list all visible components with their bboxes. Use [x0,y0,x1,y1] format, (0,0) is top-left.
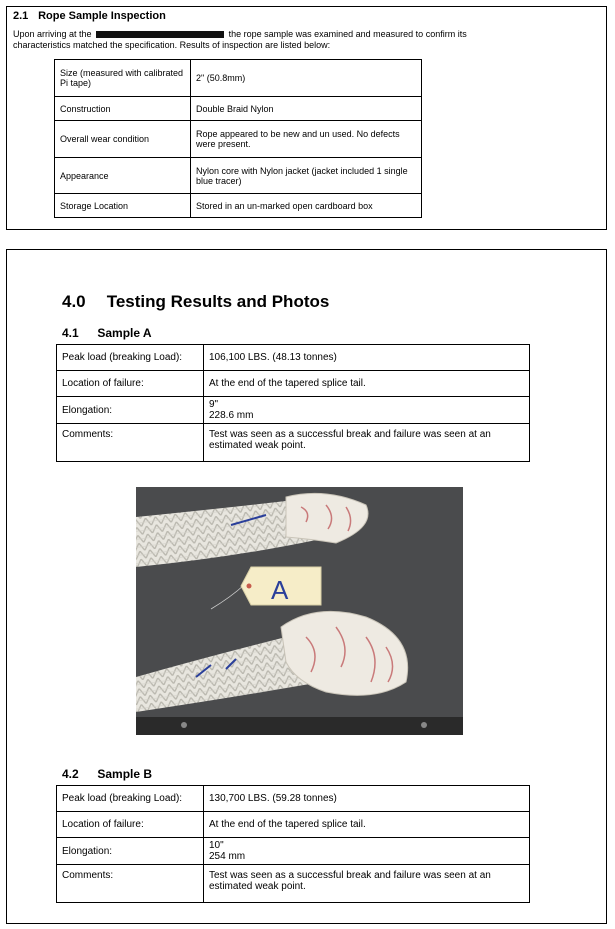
row-label: Comments: [57,424,204,462]
table-row [57,812,530,838]
subsection-title: Sample B [97,767,153,781]
document-page-1 [6,6,607,230]
elongation-mm: 254 mm [209,851,246,862]
table-row [55,121,422,158]
table-row [57,345,530,371]
table-row [55,158,422,194]
row-label: Storage Location [55,194,191,218]
row-value [204,838,530,865]
row-value: Test was seen as a successful break and failure was seen at an estimated weak point. [204,424,530,462]
row-value: At the end of the tapered splice tail. [204,371,530,397]
table-row [57,424,530,462]
row-label: Elongation: [57,838,204,865]
row-value: Test was seen as a successful break and failure was seen at an estimated weak point. [204,865,530,903]
elongation-inches: 9" [209,399,219,410]
table-row [55,97,422,121]
row-label: Overall wear condition [55,121,191,158]
row-value: At the end of the tapered splice tail. [204,812,530,838]
row-value: Stored in an un-marked open cardboard box [191,194,422,218]
row-label: Appearance [55,158,191,194]
row-value: 106,100 LBS. (48.13 tonnes) [204,345,530,371]
results-table-sample-a [56,344,530,462]
row-label: Comments: [57,865,204,903]
section-heading-testing [62,292,329,312]
sample-tag-label: A [271,575,289,605]
table-row [57,786,530,812]
row-value: Double Braid Nylon [191,97,422,121]
row-label: Location of failure: [57,371,204,397]
intro-paragraph [13,29,483,51]
subsection-number: 4.2 [62,767,79,781]
table-row [57,397,530,424]
section-title: Testing Results and Photos [106,292,330,311]
rope-photo-illustration [136,487,463,735]
row-label: Construction [55,97,191,121]
row-value: 2" (50.8mm) [191,60,422,97]
row-label: Peak load (breaking Load): [57,345,204,371]
table-row [57,865,530,903]
results-table-sample-b [56,785,530,903]
row-label: Location of failure: [57,812,204,838]
row-label: Size (measured with calibrated Pi tape) [55,60,191,97]
table-row [57,838,530,865]
row-label: Peak load (breaking Load): [57,786,204,812]
row-value: Nylon core with Nylon jacket (jacket included 1 single blue tracer) [191,158,422,194]
subsection-title: Sample A [97,326,152,340]
sample-tag [241,567,321,605]
sample-a-photo [136,487,463,735]
table-row [57,371,530,397]
document-page-2 [6,249,607,924]
subsection-heading-sample-b [62,767,152,781]
inspection-table [54,59,422,218]
table-row [55,60,422,97]
redaction-bar [96,31,224,38]
subsection-heading-sample-a [62,326,152,340]
subsection-number: 4.1 [62,326,79,340]
section-number: 2.1 [13,10,29,22]
row-value: Rope appeared to be new and un used. No defects were present. [191,121,422,158]
row-value [204,397,530,424]
elongation-mm: 228.6 mm [209,410,254,421]
section-heading-rope-inspection [13,10,166,22]
row-value: 130,700 LBS. (59.28 tonnes) [204,786,530,812]
section-title: Rope Sample Inspection [38,10,166,22]
section-number: 4.0 [62,292,86,311]
elongation-inches: 10" [209,840,224,851]
table-row [55,194,422,218]
intro-text-end: the rope sample was examined and measured to confirm its characteristics matched the specification. Results of inspection are listed below: [13,29,467,50]
row-label: Elongation: [57,397,204,424]
intro-text-start: Upon arriving at the [13,29,92,39]
